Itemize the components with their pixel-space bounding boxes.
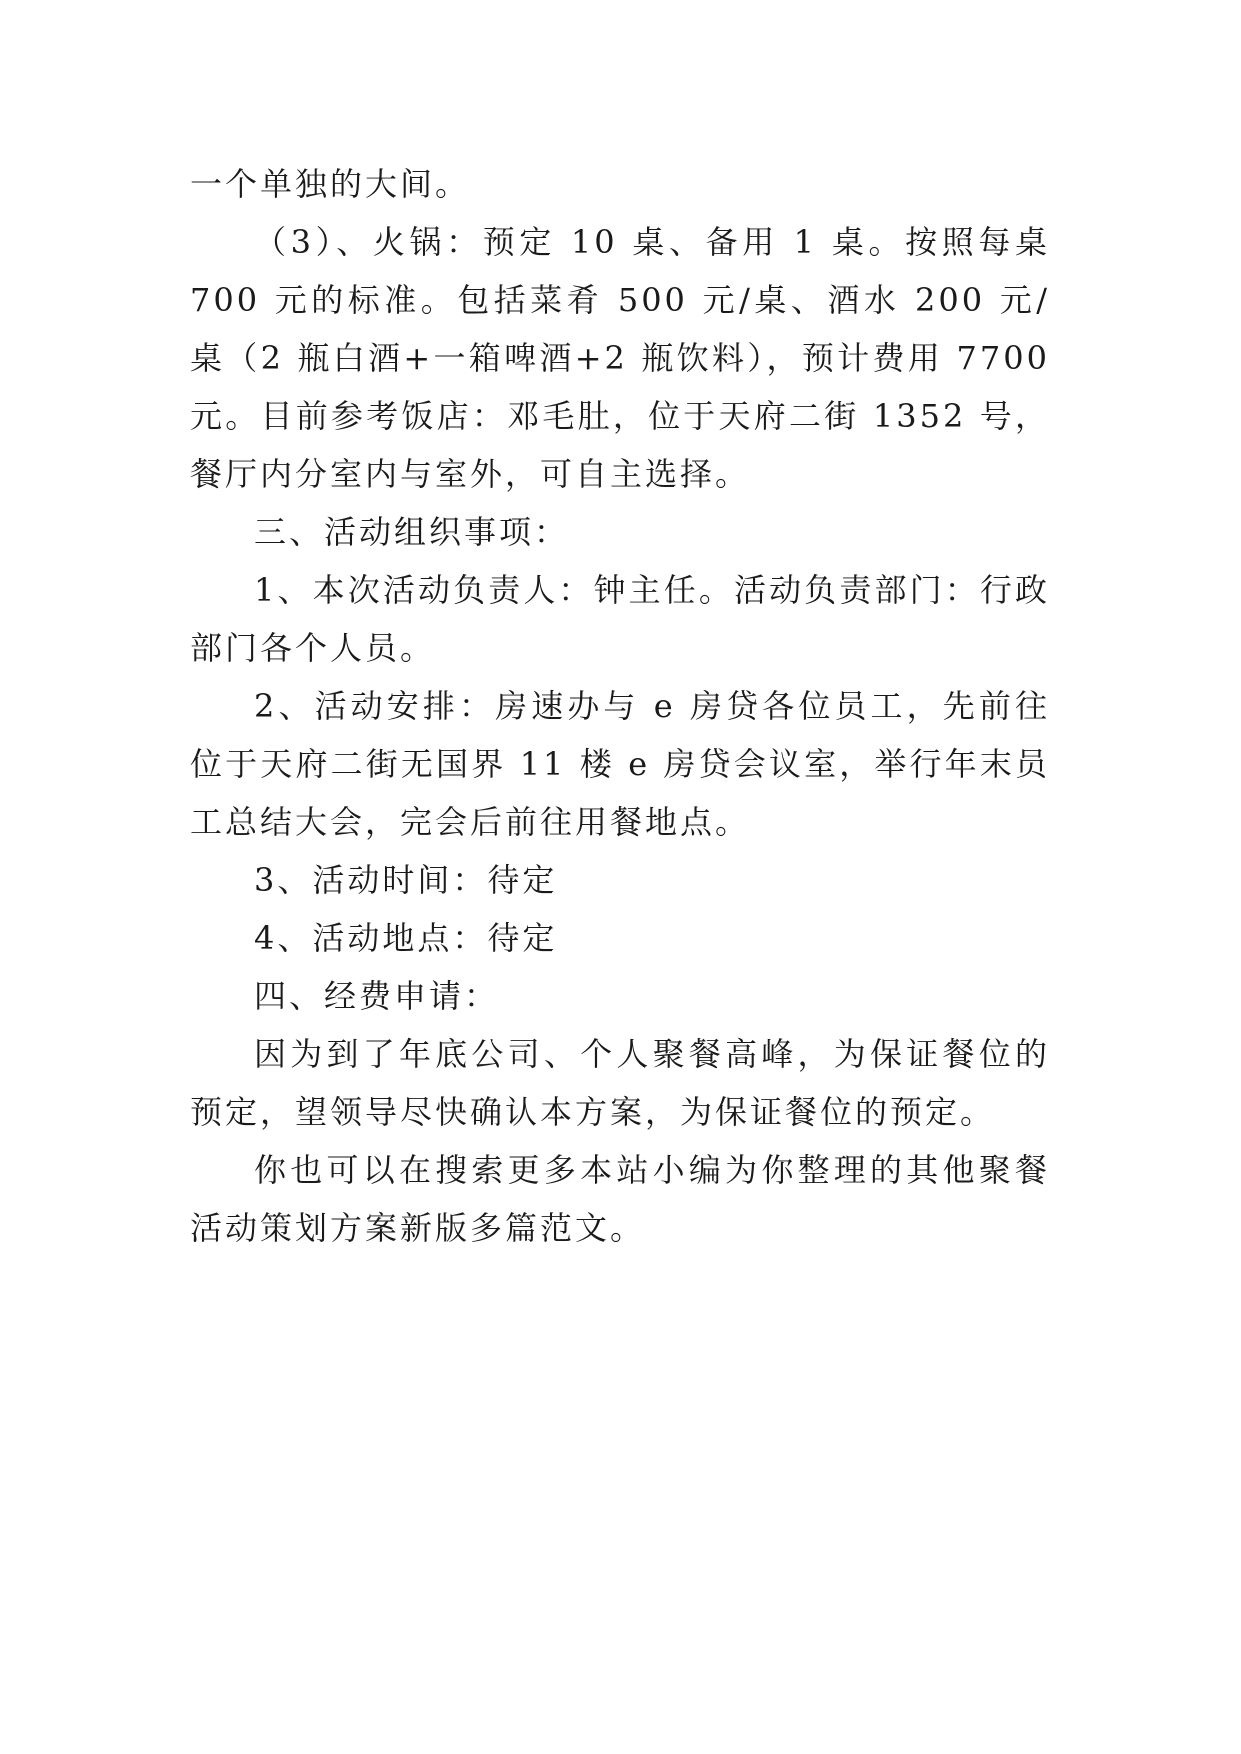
paragraph-activity-time: 3、活动时间：待定 [254,861,558,899]
paragraph-responsible-person: 1、本次活动负责人：钟主任。活动负责部门：行政部门各个人员。 [190,571,1050,667]
document-body [190,155,1050,1257]
section-heading-funding: 四、经费申请： [254,977,500,1015]
paragraph-closing-note: 你也可以在搜索更多本站小编为你整理的其他聚餐活动策划方案新版多篇范文。 [190,1151,1050,1247]
paragraph-funding-request: 因为到了年底公司、个人聚餐高峰，为保证餐位的预定，望领导尽快确认本方案，为保证餐位的预定。 [190,1035,1050,1131]
paragraph-hotpot-plan: （3）、火锅：预定 10 桌、备用 1 桌。按照每桌 700 元的标准。包括菜肴 500 元/桌、酒水 200 元/桌（2 瓶白酒+一箱啤酒+2 瓶饮料），预计费用 7700 元。目前参考饭店：邓毛肚，位于天府二街 1352 号，餐厅内分室内与室外，可自主选择。 [190,223,1050,493]
section-heading-organization: 三、活动组织事项： [254,513,570,551]
paragraph-activity-location: 4、活动地点：待定 [254,919,558,957]
paragraph-activity-arrangement: 2、活动安排：房速办与 e 房贷各位员工，先前往位于天府二街无国界 11 楼 e 房贷会议室，举行年末员工总结大会，完会后前往用餐地点。 [190,687,1050,841]
paragraph-continuation: 一个单独的大间。 [190,165,471,203]
